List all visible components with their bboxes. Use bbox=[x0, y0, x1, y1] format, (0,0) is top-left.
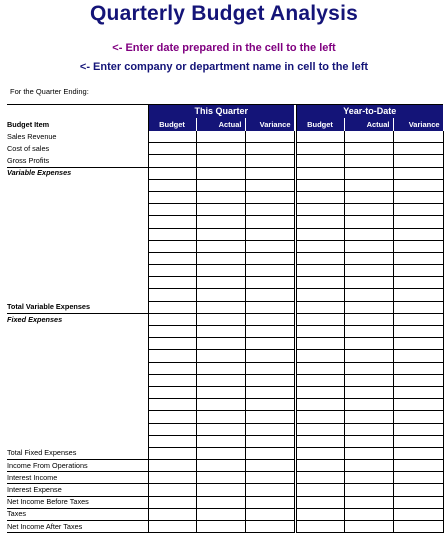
blank-label-cell bbox=[7, 216, 148, 228]
value-cell[interactable] bbox=[296, 289, 344, 301]
value-cell[interactable] bbox=[245, 326, 294, 338]
value-cell[interactable] bbox=[393, 496, 443, 508]
value-cell[interactable] bbox=[196, 252, 245, 264]
value-cell[interactable] bbox=[344, 191, 393, 203]
value-cell[interactable] bbox=[296, 447, 344, 459]
blank-entry-row bbox=[7, 228, 443, 240]
label-variable-expenses: Variable Expenses bbox=[7, 167, 148, 179]
value-cell[interactable] bbox=[344, 460, 393, 472]
value-cell[interactable] bbox=[148, 435, 196, 447]
value-cell[interactable] bbox=[393, 521, 443, 533]
label-taxes: Taxes bbox=[7, 508, 148, 520]
value-cell[interactable] bbox=[296, 313, 344, 325]
value-cell[interactable] bbox=[344, 204, 393, 216]
value-cell[interactable] bbox=[296, 131, 344, 143]
value-cell[interactable] bbox=[245, 484, 294, 496]
value-cell[interactable] bbox=[148, 447, 196, 459]
label-income-from-operations: Income From Operations bbox=[7, 460, 148, 472]
value-cell[interactable] bbox=[196, 313, 245, 325]
value-cell[interactable] bbox=[245, 460, 294, 472]
value-cell[interactable] bbox=[196, 521, 245, 533]
value-cell[interactable] bbox=[296, 374, 344, 386]
value-cell[interactable] bbox=[344, 277, 393, 289]
label-total-fixed-expenses: Total Fixed Expenses bbox=[7, 447, 148, 459]
value-cell[interactable] bbox=[148, 472, 196, 484]
value-cell[interactable] bbox=[148, 143, 196, 155]
blank-entry-row bbox=[7, 179, 443, 191]
value-cell[interactable] bbox=[196, 240, 245, 252]
value-cell[interactable] bbox=[148, 240, 196, 252]
value-cell[interactable] bbox=[148, 155, 196, 167]
value-cell[interactable] bbox=[245, 447, 294, 459]
value-cell[interactable] bbox=[296, 338, 344, 350]
blank-label-cell bbox=[7, 386, 148, 398]
row-interest-income bbox=[7, 472, 443, 484]
value-cell[interactable] bbox=[148, 411, 196, 423]
value-cell[interactable] bbox=[148, 289, 196, 301]
col-budget-qtr: Budget bbox=[148, 118, 196, 131]
value-cell[interactable] bbox=[196, 472, 245, 484]
value-cell[interactable] bbox=[148, 277, 196, 289]
value-cell[interactable] bbox=[245, 204, 294, 216]
value-cell[interactable] bbox=[393, 155, 443, 167]
label-total-variable-expenses: Total Variable Expenses bbox=[7, 301, 148, 313]
value-cell[interactable] bbox=[245, 252, 294, 264]
value-cell[interactable] bbox=[196, 435, 245, 447]
value-cell[interactable] bbox=[196, 484, 245, 496]
blank-entry-row bbox=[7, 399, 443, 411]
blank-label-cell bbox=[7, 399, 148, 411]
value-cell[interactable] bbox=[344, 472, 393, 484]
value-cell[interactable] bbox=[148, 167, 196, 179]
label-fixed-expenses: Fixed Expenses bbox=[7, 313, 148, 325]
value-cell[interactable] bbox=[196, 326, 245, 338]
value-cell[interactable] bbox=[196, 289, 245, 301]
value-cell[interactable] bbox=[344, 216, 393, 228]
value-cell[interactable] bbox=[393, 228, 443, 240]
value-cell[interactable] bbox=[245, 362, 294, 374]
quarter-ending-label: For the Quarter Ending: bbox=[10, 87, 89, 96]
row-total-fixed-expenses bbox=[7, 447, 443, 459]
row-variable-expenses bbox=[7, 167, 443, 179]
value-cell[interactable] bbox=[344, 167, 393, 179]
value-cell[interactable] bbox=[344, 228, 393, 240]
value-cell[interactable] bbox=[393, 447, 443, 459]
value-cell[interactable] bbox=[296, 216, 344, 228]
value-cell[interactable] bbox=[245, 472, 294, 484]
value-cell[interactable] bbox=[344, 301, 393, 313]
value-cell[interactable] bbox=[196, 191, 245, 203]
value-cell[interactable] bbox=[245, 411, 294, 423]
blank-label-cell bbox=[7, 411, 148, 423]
value-cell[interactable] bbox=[344, 179, 393, 191]
value-cell[interactable] bbox=[296, 265, 344, 277]
col-actual-qtr: Actual bbox=[196, 118, 245, 131]
value-cell[interactable] bbox=[296, 277, 344, 289]
value-cell[interactable] bbox=[148, 496, 196, 508]
value-cell[interactable] bbox=[344, 521, 393, 533]
value-cell[interactable] bbox=[196, 386, 245, 398]
value-cell[interactable] bbox=[196, 167, 245, 179]
value-cell[interactable] bbox=[196, 399, 245, 411]
value-cell[interactable] bbox=[393, 362, 443, 374]
value-cell[interactable] bbox=[393, 204, 443, 216]
value-cell[interactable] bbox=[245, 179, 294, 191]
row-fixed-expenses bbox=[7, 313, 443, 325]
value-cell[interactable] bbox=[393, 472, 443, 484]
value-cell[interactable] bbox=[393, 386, 443, 398]
value-cell[interactable] bbox=[393, 143, 443, 155]
value-cell[interactable] bbox=[344, 265, 393, 277]
value-cell[interactable] bbox=[148, 301, 196, 313]
value-cell[interactable] bbox=[196, 411, 245, 423]
value-cell[interactable] bbox=[245, 131, 294, 143]
budget-item-header: Budget Item bbox=[7, 118, 148, 131]
value-cell[interactable] bbox=[148, 191, 196, 203]
row-income-from-operations bbox=[7, 460, 443, 472]
blank-entry-row bbox=[7, 216, 443, 228]
value-cell[interactable] bbox=[344, 423, 393, 435]
budget-table bbox=[7, 105, 444, 533]
row-total-variable-expenses bbox=[7, 301, 443, 313]
value-cell[interactable] bbox=[393, 313, 443, 325]
value-cell[interactable] bbox=[245, 167, 294, 179]
label-net-income-before-taxes: Net Income Before Taxes bbox=[7, 496, 148, 508]
value-cell[interactable] bbox=[196, 216, 245, 228]
blank-label-cell bbox=[7, 228, 148, 240]
label-net-income-after-taxes: Net Income After Taxes bbox=[7, 521, 148, 533]
blank-label-cell bbox=[7, 240, 148, 252]
value-cell[interactable] bbox=[344, 386, 393, 398]
blank-label-cell bbox=[7, 362, 148, 374]
value-cell[interactable] bbox=[196, 374, 245, 386]
blank-label-cell bbox=[7, 252, 148, 264]
value-cell[interactable] bbox=[393, 179, 443, 191]
col-variance-ytd: Variance bbox=[393, 118, 443, 131]
value-cell[interactable] bbox=[344, 143, 393, 155]
value-cell[interactable] bbox=[245, 338, 294, 350]
value-cell[interactable] bbox=[148, 460, 196, 472]
value-cell[interactable] bbox=[196, 460, 245, 472]
value-cell[interactable] bbox=[196, 423, 245, 435]
row-cost-of-sales bbox=[7, 143, 443, 155]
value-cell[interactable] bbox=[245, 386, 294, 398]
blank-entry-row bbox=[7, 265, 443, 277]
value-cell[interactable] bbox=[245, 423, 294, 435]
value-cell[interactable] bbox=[296, 521, 344, 533]
value-cell[interactable] bbox=[148, 216, 196, 228]
value-cell[interactable] bbox=[148, 386, 196, 398]
value-cell[interactable] bbox=[148, 362, 196, 374]
value-cell[interactable] bbox=[148, 179, 196, 191]
col-variance-qtr: Variance bbox=[245, 118, 294, 131]
page-title: Quarterly Budget Analysis bbox=[90, 2, 358, 25]
blank-entry-row bbox=[7, 277, 443, 289]
blank-label-cell bbox=[7, 435, 148, 447]
blank-entry-row bbox=[7, 374, 443, 386]
value-cell[interactable] bbox=[196, 204, 245, 216]
blank-entry-row bbox=[7, 350, 443, 362]
value-cell[interactable] bbox=[296, 240, 344, 252]
value-cell[interactable] bbox=[296, 350, 344, 362]
value-cell[interactable] bbox=[344, 289, 393, 301]
group-year-to-date: Year-to-Date bbox=[296, 105, 443, 118]
label-interest-income: Interest Income bbox=[7, 472, 148, 484]
value-cell[interactable] bbox=[148, 313, 196, 325]
blank-entry-row bbox=[7, 204, 443, 216]
blank-entry-row bbox=[7, 435, 443, 447]
budget-sheet bbox=[7, 104, 443, 531]
blank-label-cell bbox=[7, 265, 148, 277]
value-cell[interactable] bbox=[196, 338, 245, 350]
value-cell[interactable] bbox=[196, 301, 245, 313]
value-cell[interactable] bbox=[296, 362, 344, 374]
value-cell[interactable] bbox=[393, 326, 443, 338]
row-net-income-after-taxes bbox=[7, 521, 443, 533]
value-cell[interactable] bbox=[245, 216, 294, 228]
value-cell[interactable] bbox=[245, 496, 294, 508]
value-cell[interactable] bbox=[148, 338, 196, 350]
blank-entry-row bbox=[7, 326, 443, 338]
value-cell[interactable] bbox=[245, 265, 294, 277]
value-cell[interactable] bbox=[344, 131, 393, 143]
blank-label-cell bbox=[7, 204, 148, 216]
value-cell[interactable] bbox=[296, 326, 344, 338]
value-cell[interactable] bbox=[393, 435, 443, 447]
value-cell[interactable] bbox=[393, 399, 443, 411]
blank-label-cell bbox=[7, 350, 148, 362]
value-cell[interactable] bbox=[393, 411, 443, 423]
blank-label-cell bbox=[7, 338, 148, 350]
value-cell[interactable] bbox=[296, 301, 344, 313]
value-cell[interactable] bbox=[344, 411, 393, 423]
row-interest-expense bbox=[7, 484, 443, 496]
label-gross-profits: Gross Profits bbox=[7, 155, 148, 167]
value-cell[interactable] bbox=[344, 399, 393, 411]
value-cell[interactable] bbox=[393, 252, 443, 264]
value-cell[interactable] bbox=[245, 191, 294, 203]
value-cell[interactable] bbox=[296, 143, 344, 155]
value-cell[interactable] bbox=[196, 131, 245, 143]
blank-entry-row bbox=[7, 338, 443, 350]
label-interest-expense: Interest Expense bbox=[7, 484, 148, 496]
value-cell[interactable] bbox=[393, 240, 443, 252]
value-cell[interactable] bbox=[245, 289, 294, 301]
value-cell[interactable] bbox=[344, 240, 393, 252]
column-header-row bbox=[7, 118, 443, 131]
value-cell[interactable] bbox=[296, 399, 344, 411]
value-cell[interactable] bbox=[296, 228, 344, 240]
value-cell[interactable] bbox=[296, 472, 344, 484]
value-cell[interactable] bbox=[148, 350, 196, 362]
value-cell[interactable] bbox=[296, 386, 344, 398]
value-cell[interactable] bbox=[196, 179, 245, 191]
value-cell[interactable] bbox=[148, 252, 196, 264]
blank-label-cell bbox=[7, 179, 148, 191]
group-this-quarter: This Quarter bbox=[148, 105, 294, 118]
company-instruction: <- Enter company or department name in cell to the left bbox=[79, 61, 369, 73]
value-cell[interactable] bbox=[148, 131, 196, 143]
col-budget-ytd: Budget bbox=[296, 118, 344, 131]
value-cell[interactable] bbox=[393, 301, 443, 313]
value-cell[interactable] bbox=[148, 204, 196, 216]
value-cell[interactable] bbox=[344, 313, 393, 325]
blank-entry-row bbox=[7, 386, 443, 398]
value-cell[interactable] bbox=[296, 252, 344, 264]
value-cell[interactable] bbox=[196, 143, 245, 155]
value-cell[interactable] bbox=[148, 228, 196, 240]
blank-entry-row bbox=[7, 252, 443, 264]
value-cell[interactable] bbox=[393, 338, 443, 350]
blank-header-cell bbox=[7, 105, 148, 118]
value-cell[interactable] bbox=[148, 484, 196, 496]
value-cell[interactable] bbox=[196, 447, 245, 459]
blank-entry-row bbox=[7, 423, 443, 435]
value-cell[interactable] bbox=[344, 252, 393, 264]
value-cell[interactable] bbox=[344, 374, 393, 386]
value-cell[interactable] bbox=[393, 167, 443, 179]
value-cell[interactable] bbox=[296, 484, 344, 496]
col-actual-ytd: Actual bbox=[344, 118, 393, 131]
value-cell[interactable] bbox=[344, 362, 393, 374]
value-cell[interactable] bbox=[393, 374, 443, 386]
value-cell[interactable] bbox=[393, 289, 443, 301]
value-cell[interactable] bbox=[245, 521, 294, 533]
value-cell[interactable] bbox=[296, 167, 344, 179]
label-cost-of-sales: Cost of sales bbox=[7, 143, 148, 155]
value-cell[interactable] bbox=[296, 155, 344, 167]
group-header-row bbox=[7, 105, 443, 118]
value-cell[interactable] bbox=[148, 265, 196, 277]
value-cell[interactable] bbox=[245, 301, 294, 313]
value-cell[interactable] bbox=[393, 484, 443, 496]
value-cell[interactable] bbox=[148, 521, 196, 533]
value-cell[interactable] bbox=[196, 362, 245, 374]
date-instruction: <- Enter date prepared in the cell to the left bbox=[112, 42, 336, 54]
value-cell[interactable] bbox=[296, 191, 344, 203]
value-cell[interactable] bbox=[245, 277, 294, 289]
value-cell[interactable] bbox=[148, 423, 196, 435]
value-cell[interactable] bbox=[245, 155, 294, 167]
value-cell[interactable] bbox=[196, 155, 245, 167]
blank-entry-row bbox=[7, 240, 443, 252]
value-cell[interactable] bbox=[296, 435, 344, 447]
blank-label-cell bbox=[7, 374, 148, 386]
value-cell[interactable] bbox=[344, 435, 393, 447]
value-cell[interactable] bbox=[245, 374, 294, 386]
value-cell[interactable] bbox=[344, 496, 393, 508]
value-cell[interactable] bbox=[196, 496, 245, 508]
value-cell[interactable] bbox=[344, 447, 393, 459]
value-cell[interactable] bbox=[245, 240, 294, 252]
value-cell[interactable] bbox=[344, 338, 393, 350]
value-cell[interactable] bbox=[393, 277, 443, 289]
value-cell[interactable] bbox=[344, 326, 393, 338]
value-cell[interactable] bbox=[393, 216, 443, 228]
value-cell[interactable] bbox=[344, 155, 393, 167]
value-cell[interactable] bbox=[148, 326, 196, 338]
row-net-income-before-taxes bbox=[7, 496, 443, 508]
value-cell[interactable] bbox=[393, 460, 443, 472]
value-cell[interactable] bbox=[296, 204, 344, 216]
value-cell[interactable] bbox=[245, 143, 294, 155]
value-cell[interactable] bbox=[296, 460, 344, 472]
value-cell[interactable] bbox=[148, 399, 196, 411]
value-cell[interactable] bbox=[196, 228, 245, 240]
value-cell[interactable] bbox=[393, 265, 443, 277]
blank-entry-row bbox=[7, 411, 443, 423]
value-cell[interactable] bbox=[393, 131, 443, 143]
value-cell[interactable] bbox=[393, 191, 443, 203]
value-cell[interactable] bbox=[245, 313, 294, 325]
blank-label-cell bbox=[7, 423, 148, 435]
value-cell[interactable] bbox=[196, 265, 245, 277]
value-cell[interactable] bbox=[393, 423, 443, 435]
value-cell[interactable] bbox=[245, 350, 294, 362]
row-sales-revenue bbox=[7, 131, 443, 143]
blank-entry-row bbox=[7, 191, 443, 203]
value-cell[interactable] bbox=[245, 435, 294, 447]
value-cell[interactable] bbox=[296, 496, 344, 508]
value-cell[interactable] bbox=[296, 411, 344, 423]
blank-label-cell bbox=[7, 289, 148, 301]
value-cell[interactable] bbox=[393, 350, 443, 362]
blank-label-cell bbox=[7, 191, 148, 203]
blank-label-cell bbox=[7, 326, 148, 338]
blank-entry-row bbox=[7, 362, 443, 374]
value-cell[interactable] bbox=[245, 228, 294, 240]
blank-entry-row bbox=[7, 289, 443, 301]
value-cell[interactable] bbox=[296, 179, 344, 191]
value-cell[interactable] bbox=[196, 277, 245, 289]
value-cell[interactable] bbox=[196, 350, 245, 362]
blank-label-cell bbox=[7, 277, 148, 289]
value-cell[interactable] bbox=[296, 423, 344, 435]
label-sales-revenue: Sales Revenue bbox=[7, 131, 148, 143]
row-gross-profits bbox=[7, 155, 443, 167]
value-cell[interactable] bbox=[245, 399, 294, 411]
value-cell[interactable] bbox=[148, 374, 196, 386]
value-cell[interactable] bbox=[344, 484, 393, 496]
value-cell[interactable] bbox=[344, 350, 393, 362]
